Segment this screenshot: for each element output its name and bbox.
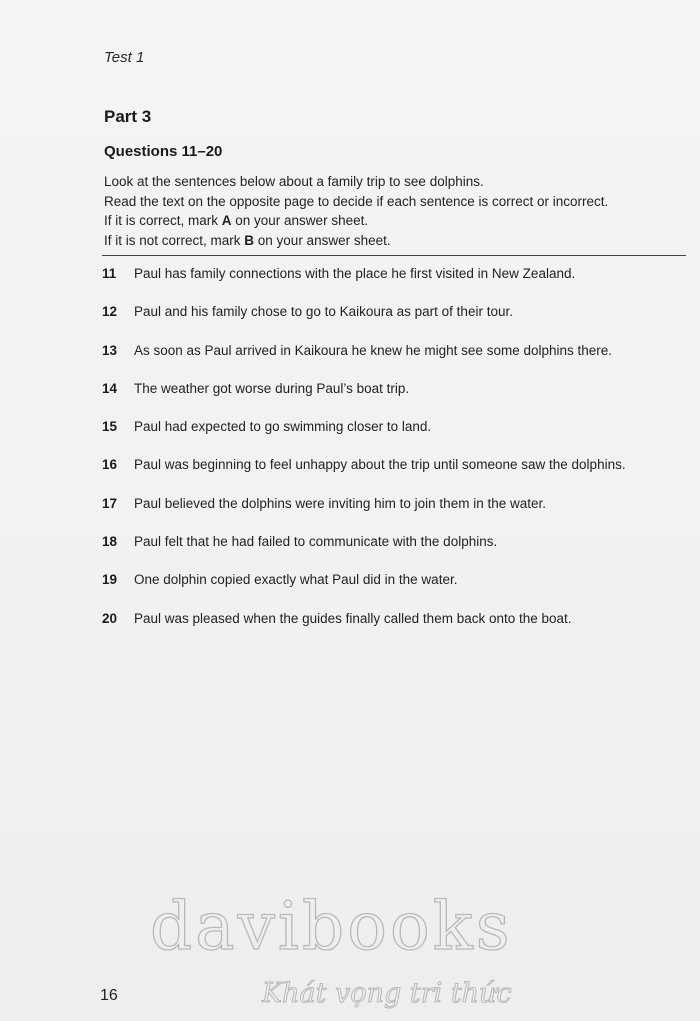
question-item: [102, 611, 692, 649]
instruction-line-4-suffix: on your answer sheet.: [254, 232, 391, 248]
watermark-tagline: Khát vọng tri thức: [262, 978, 512, 1009]
question-list: [102, 266, 692, 649]
question-text: Paul had expected to go swimming closer to land.: [134, 419, 432, 435]
instruction-line-3: [104, 211, 664, 231]
question-text: The weather got worse during Paul’s boat trip.: [134, 380, 410, 396]
question-number: 14: [102, 380, 118, 396]
question-number: 15: [102, 419, 118, 435]
question-item: [102, 266, 692, 304]
question-item: [102, 572, 692, 610]
part-title: Part 3: [104, 107, 152, 126]
answer-mark-a: A: [221, 213, 232, 228]
question-text: One dolphin copied exactly what Paul did in the water.: [134, 572, 458, 588]
question-number: 16: [102, 457, 118, 473]
question-number: 11: [102, 266, 117, 281]
question-text: Paul believed the dolphins were inviting him to join them in the water.: [134, 495, 546, 511]
question-item: [102, 534, 692, 572]
question-item: [102, 457, 692, 495]
question-text: As soon as Paul arrived in Kaikoura he knew he might see some dolphins there.: [134, 342, 613, 358]
question-number: 19: [102, 572, 118, 588]
question-number: 18: [102, 534, 118, 550]
instruction-line-2: Read the text on the opposite page to decide if each sentence is correct or incorrect.: [104, 193, 609, 209]
section-divider: [102, 255, 686, 256]
question-text: Paul and his family chose to go to Kaikoura as part of their tour.: [134, 304, 513, 320]
running-title: Test 1: [104, 49, 145, 66]
question-text: Paul has family connections with the place he first visited in New Zealand.: [134, 266, 576, 281]
question-item: [102, 304, 692, 342]
instruction-line-3-prefix: If it is correct, mark: [104, 213, 222, 228]
question-item: [102, 381, 692, 419]
instruction-line-4: [104, 231, 664, 251]
question-number: 12: [102, 304, 118, 320]
instructions: [104, 172, 664, 250]
instruction-line-1: Look at the sentences below about a family trip to see dolphins.: [104, 174, 484, 189]
answer-mark-b: B: [244, 232, 255, 248]
instruction-line-3-suffix: on your answer sheet.: [231, 213, 369, 228]
question-text: Paul was beginning to feel unhappy about the trip until someone saw the dolphins.: [134, 457, 626, 473]
page-number: 16: [100, 987, 118, 1004]
question-text: Paul was pleased when the guides finally called them back onto the boat.: [134, 610, 572, 626]
instruction-line-4-prefix: If it is not correct, mark: [104, 232, 245, 248]
question-text: Paul felt that he had failed to communicate with the dolphins.: [134, 534, 498, 550]
question-item: [102, 343, 692, 381]
question-number: 17: [102, 495, 118, 511]
question-item: [102, 419, 692, 457]
question-number: 13: [102, 342, 118, 358]
question-item: [102, 496, 692, 534]
question-number: 20: [102, 610, 118, 626]
questions-heading: Questions 11–20: [104, 143, 223, 160]
watermark-brand: davibooks: [150, 888, 513, 965]
